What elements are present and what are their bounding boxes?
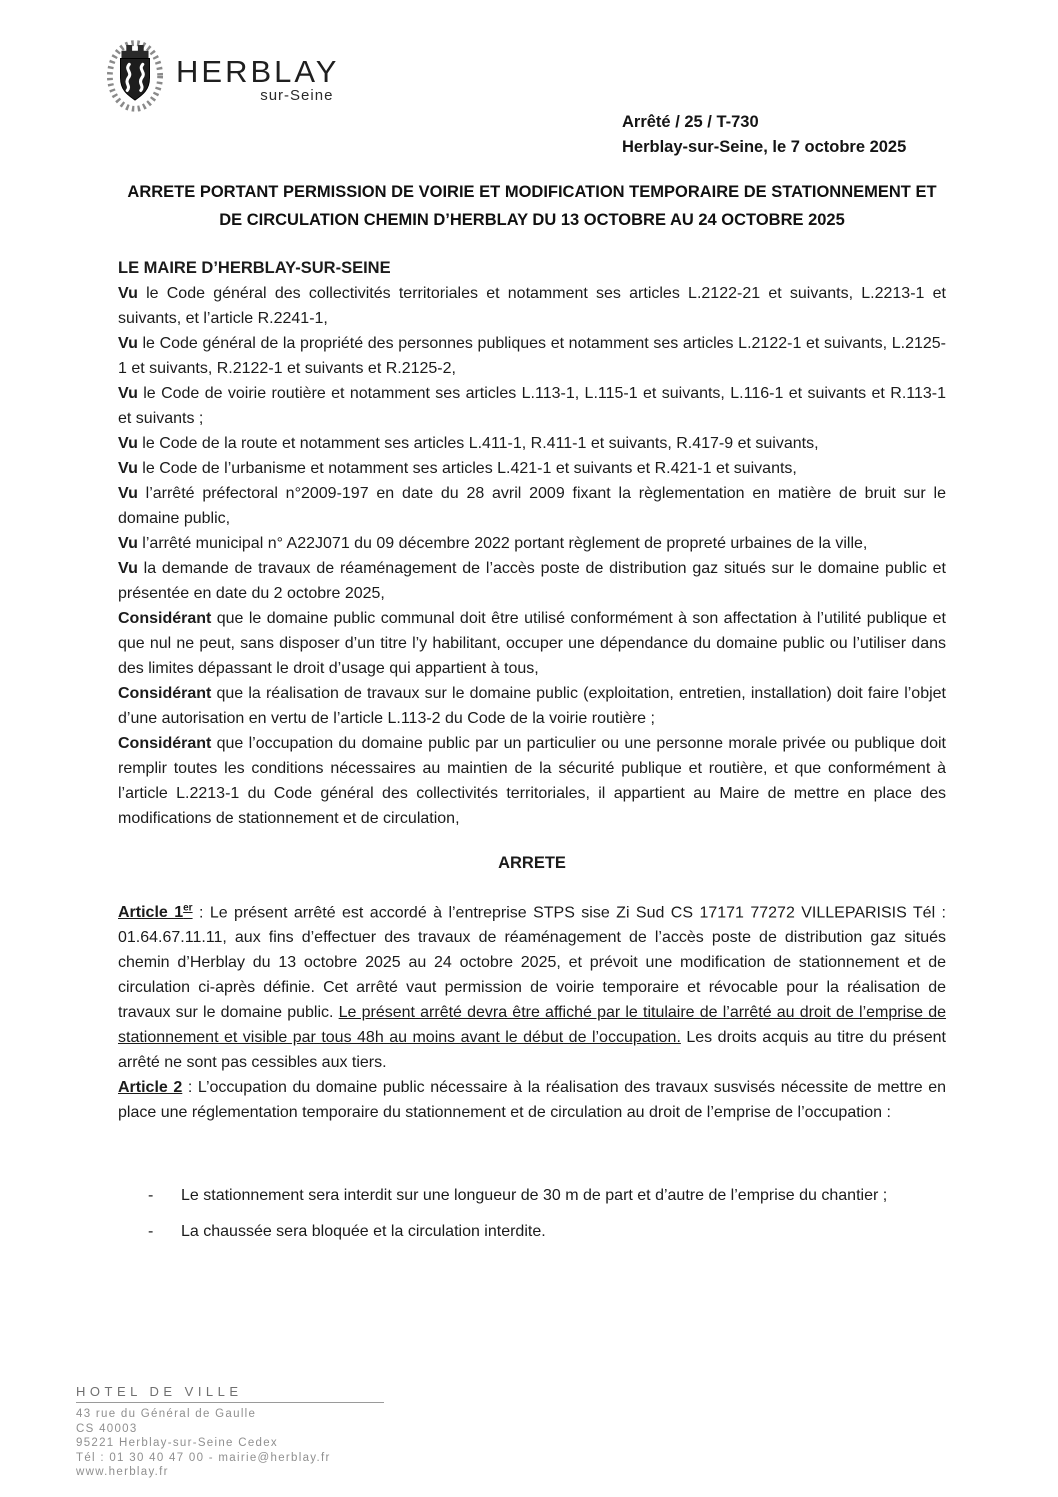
paragraph-lead: Vu	[118, 285, 138, 302]
provisions-list	[118, 1171, 946, 1257]
list-item	[148, 1207, 946, 1257]
footer-address-line: Tél : 01 30 40 47 00 - mairie@herblay.fr	[76, 1451, 331, 1464]
preamble-paragraph	[118, 431, 946, 456]
preamble-paragraph	[118, 481, 946, 531]
article-1-label	[118, 904, 193, 921]
preamble-paragraph	[118, 456, 946, 481]
paragraph-text: que l’occupation du domaine public par un particulier ou une personne morale privée ou publique doit remplir toutes les conditions nécessaires au maintien de la sécurité publique et routière, et que conformément à l’article L.2213-1 du Code général des collectivités territoriales, il appartient au Maire de mettre en place des modifications de stationnement et de circulation,	[118, 735, 946, 827]
footer-address-line: www.herblay.fr	[76, 1466, 169, 1478]
arrete-heading: ARRETE	[498, 854, 566, 872]
footer-address	[76, 1407, 384, 1480]
herblay-crest-icon	[106, 34, 164, 114]
article-1-text: : Le présent arrêté est accordé à l’entreprise STPS sise Zi Sud CS 17171 77272 VILLEPARISIS Tél : 01.64.67.11.11, aux fins d’effectuer des travaux de réaménagement de l’accès poste de distribution gaz situés chemin d’Herblay du 13 octobre 2025 au 24 octobre 2025, et prévoit une modification de stationnement et de circulation ci-après définie. Cet arrêté vaut permission de voirie temporaire et révocable pour la réalisation de travaux sur le domaine public.	[118, 904, 946, 1022]
paragraph-lead: Vu	[118, 535, 138, 552]
footer-address-line: CS 40003	[76, 1422, 138, 1435]
paragraph-lead: Considérant	[118, 610, 212, 627]
paragraph-text: que la réalisation de travaux sur le domaine public (exploitation, entretien, installation) doit faire l’objet d’une autorisation en vertu de l’article L.113-2 du Code de la voirie routière ;	[118, 685, 946, 727]
paragraph-lead: Considérant	[118, 685, 212, 702]
preamble-paragraph	[118, 556, 946, 606]
article-2-text: : L’occupation du domaine public nécessaire à la réalisation des travaux susvisés nécessite de mettre en place une réglementation temporaire du stationnement et de circulation au droit de l’emprise de l’occupation :	[118, 1079, 947, 1122]
preamble-paragraph	[118, 606, 946, 681]
list-item-text: Le stationnement sera interdit sur une longueur de 30 m de part et d’autre de l’emprise du chantier ;	[181, 1187, 888, 1205]
paragraph-lead: Vu	[118, 385, 138, 402]
city-logo	[106, 34, 339, 114]
preamble-paragraph	[118, 731, 946, 831]
paragraph-text: la demande de travaux de réaménagement de l’accès poste de distribution gaz situés sur le domaine public et présentée en date du 2 octobre 2025,	[118, 560, 946, 602]
article-1-underlined-text: Le présent arrêté devra être affiché par le titulaire de l’arrêté au droit de l’emprise de stationnement et visible par tous 48h au moins avant le début de l’occupation.	[118, 1004, 947, 1047]
decree-dateline: Herblay-sur-Seine, le 7 octobre 2025	[622, 138, 907, 156]
article-1-text-after: Les droits acquis au titre du présent arrêté ne sont pas cessibles aux tiers.	[118, 1029, 946, 1072]
article-1-paragraph	[118, 896, 946, 1075]
footer	[76, 1384, 384, 1480]
article-2-label: Article 2	[118, 1079, 183, 1097]
article-2-paragraph	[118, 1075, 946, 1125]
article-1-label-text: Article 1	[118, 904, 184, 922]
decree-reference: Arrêté / 25 / T-730	[622, 113, 759, 131]
preamble-paragraph	[118, 681, 946, 731]
list-item-text: La chaussée sera bloquée et la circulation interdite.	[181, 1223, 546, 1241]
footer-hotel-de-ville: HOTEL DE VILLE	[76, 1384, 384, 1403]
logo-text	[176, 56, 339, 104]
paragraph-lead: Considérant	[118, 735, 212, 752]
mayor-heading: LE MAIRE D’HERBLAY-SUR-SEINE	[118, 259, 391, 277]
paragraph-text: l’arrêté préfectoral n°2009-197 en date du 28 avril 2009 fixant la règlementation en matière de bruit sur le domaine public,	[118, 485, 946, 527]
paragraph-lead: Vu	[118, 560, 138, 577]
preamble-paragraph	[118, 281, 946, 331]
preamble-paragraph	[118, 381, 946, 431]
article-1-label-sup: er	[183, 903, 193, 914]
paragraph-lead: Vu	[118, 335, 138, 352]
footer-address-line: 43 rue du Général de Gaulle	[76, 1408, 257, 1420]
paragraph-lead: Vu	[118, 435, 138, 452]
paragraph-text: le Code de l’urbanisme et notamment ses articles L.421-1 et suivants et R.421-1 et suivants,	[137, 460, 797, 477]
paragraph-text: le Code général de la propriété des personnes publiques et notamment ses articles L.2122-1 et suivants, L.2125-1 et suivants, R.2122-1 et suivants et R.2125-2,	[118, 335, 946, 377]
logo-city-suffix: sur-Seine	[260, 87, 334, 104]
paragraph-text: le Code de voirie routière et notamment ses articles L.113-1, L.115-1 et suivants, L.116-1 et suivants et R.113-1 et suivants ;	[118, 385, 946, 427]
paragraph-text: le Code général des collectivités territoriales et notamment ses articles L.2122-21 et suivants, L.2213-1 et suivants, et l’article R.2241-1,	[118, 285, 946, 327]
reference-block	[622, 110, 906, 160]
footer-address-line: 95221 Herblay-sur-Seine Cedex	[76, 1437, 278, 1449]
paragraph-lead: Vu	[118, 485, 138, 502]
decree-title: ARRETE PORTANT PERMISSION DE VOIRIE ET MODIFICATION TEMPORAIRE DE STATIONNEMENT ET DE CIRCULATION CHEMIN D’HERBLAY DU 13 OCTOBRE AU 24 OCTOBRE 2025	[127, 183, 937, 229]
paragraph-text: l’arrêté municipal n° A22J071 du 09 décembre 2022 portant règlement de propreté urbaines de la ville,	[137, 535, 868, 552]
logo-city-name: HERBLAY	[176, 54, 340, 89]
paragraph-lead: Vu	[118, 460, 138, 477]
document-body	[118, 178, 946, 1257]
preamble-paragraph	[118, 531, 946, 556]
preamble-paragraph	[118, 331, 946, 381]
paragraph-text: le Code de la route et notamment ses articles L.411-1, R.411-1 et suivants, R.417-9 et suivants,	[137, 435, 819, 452]
paragraph-text: que le domaine public communal doit être utilisé conformément à son affectation à l’utilité publique et que nul ne peut, sans disposer d’un titre l’y habilitant, occuper une dépendance du domaine public ou l’utiliser dans des limites dépassant le droit d’usage qui appartient à tous,	[118, 610, 946, 677]
